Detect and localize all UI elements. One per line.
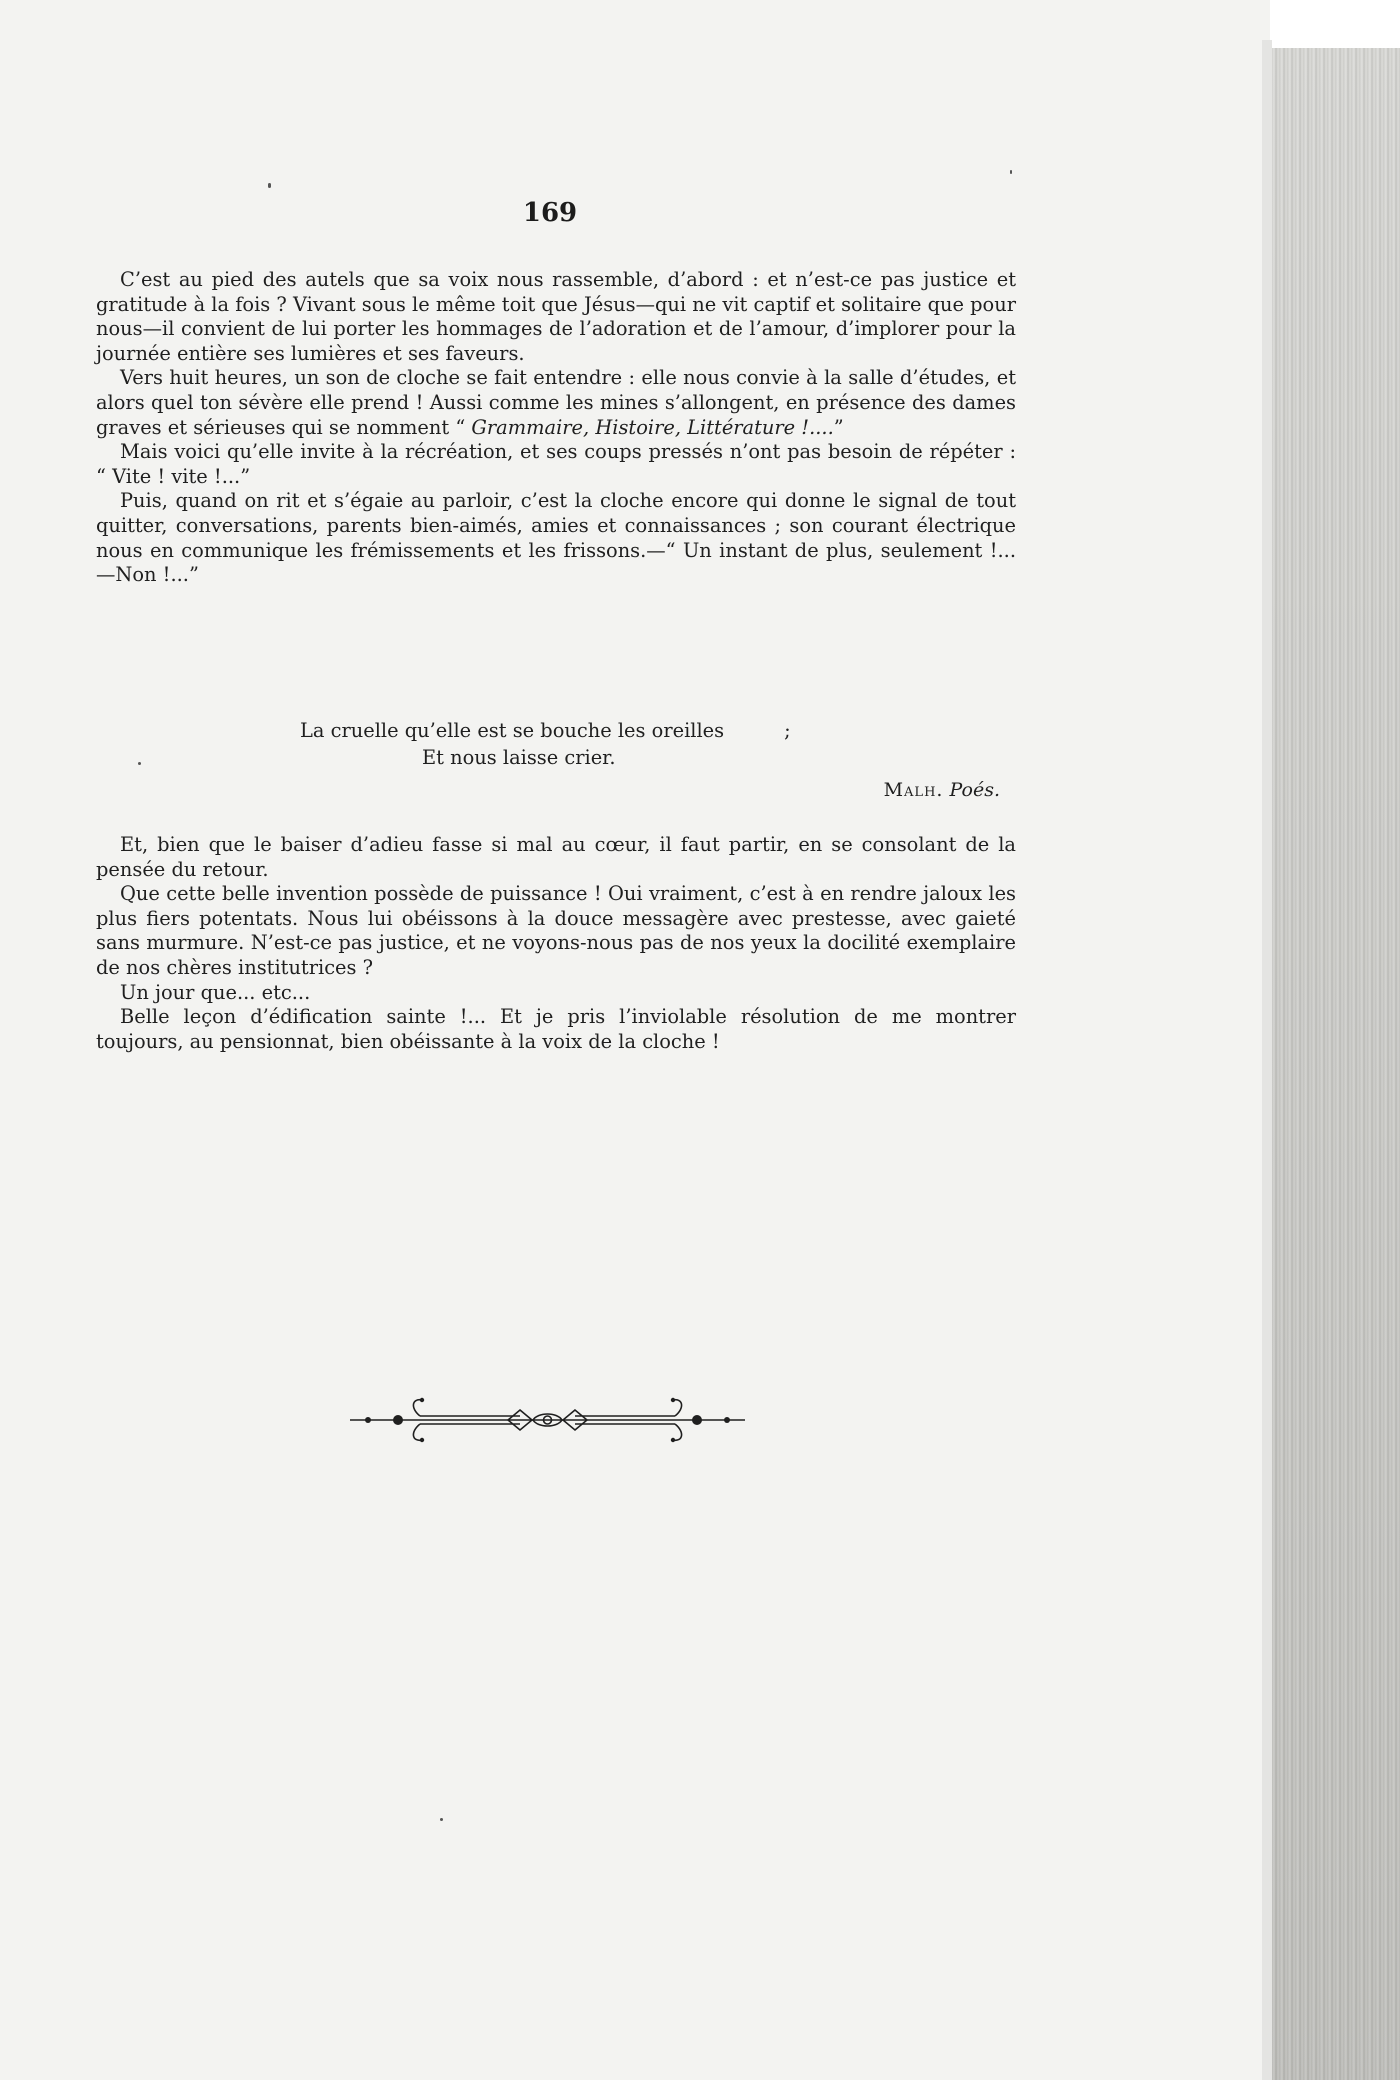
text-block-bottom: [96, 833, 1016, 1054]
paragraph-text: Vers huit heures, un son de cloche se fait entendre : elle nous convie à la salle d’études, et alors quel ton sévère elle prend ! Aussi comme les mines s’allongent, en présence des dames graves et sérieuses qui se nomment “: [96, 366, 1016, 439]
book-fore-edge-shade: [1272, 48, 1400, 2080]
paragraph: Et, bien que le baiser d’adieu fasse si mal au cœur, il faut partir, en se consolant de la pensée du retour.: [96, 833, 1016, 881]
ink-speck: [440, 1818, 443, 1821]
attribution-work: Poés.: [949, 779, 1000, 801]
attribution-author: Malh.: [883, 779, 944, 801]
ink-speck: [1010, 170, 1012, 174]
verse-attribution: [700, 779, 1000, 801]
ink-speck: [268, 183, 271, 188]
paragraph: Belle leçon d’édification sainte !... Et je pris l’inviolable résolution de me montrer toujours, au pensionnat, bien obéissante à la voix de la cloche !: [96, 1005, 1016, 1053]
page-number: 169: [522, 198, 578, 228]
verse-punctuation: ;: [784, 719, 791, 742]
decorative-ornament-icon: [350, 1392, 745, 1448]
verse-line: [300, 717, 860, 744]
verse-line: Et nous laisse crier.: [422, 746, 616, 769]
paragraph: C’est au pied des autels que sa voix nous rassemble, d’abord : et n’est-ce pas justice et gratitude à la fois ? Vivant sous le même toit que Jésus—qui ne vit captif et solitaire que pour nous—il convient de lui porter les hommages de l’adoration et de l’amour, d’implorer pour la journée entière ses lumières et ses faveurs.: [96, 268, 1016, 365]
italic-titles: Grammaire, Histoire, Littérature !....: [471, 415, 834, 439]
paragraph: [96, 366, 1016, 440]
ink-speck: [138, 762, 141, 765]
page-edge: [1262, 40, 1272, 2080]
verse-line-text: La cruelle qu’elle est se bouche les oreilles: [300, 719, 725, 742]
verse-quote: [300, 717, 860, 771]
paragraph: Puis, quand on rit et s’égaie au parloir, c’est la cloche encore qui donne le signal de tout quitter, conversations, parents bien-aimés, amies et connaissances ; son courant électrique nous en communique les frémissements et les frissons.—“ Un instant de plus, seulement !...—Non !...”: [96, 489, 1016, 587]
paragraph: Que cette belle invention possède de puissance ! Oui vraiment, c’est à en rendre jaloux les plus fiers potentats. Nous lui obéissons à la douce messagère avec prestesse, avec gaieté sans murmure. N’est-ce pas justice, et ne voyons-nous pas de nos yeux la docilité exemplaire de nos chères institutrices ?: [96, 882, 1016, 979]
paragraph: Un jour que... etc...: [120, 980, 311, 1004]
text-block-top: [96, 268, 1016, 588]
paragraph: Mais voici qu’elle invite à la récréation, et ses coups pressés n’ont pas besoin de répéter : “ Vite ! vite !...”: [96, 440, 1016, 488]
closing-quote: ”: [833, 415, 844, 439]
